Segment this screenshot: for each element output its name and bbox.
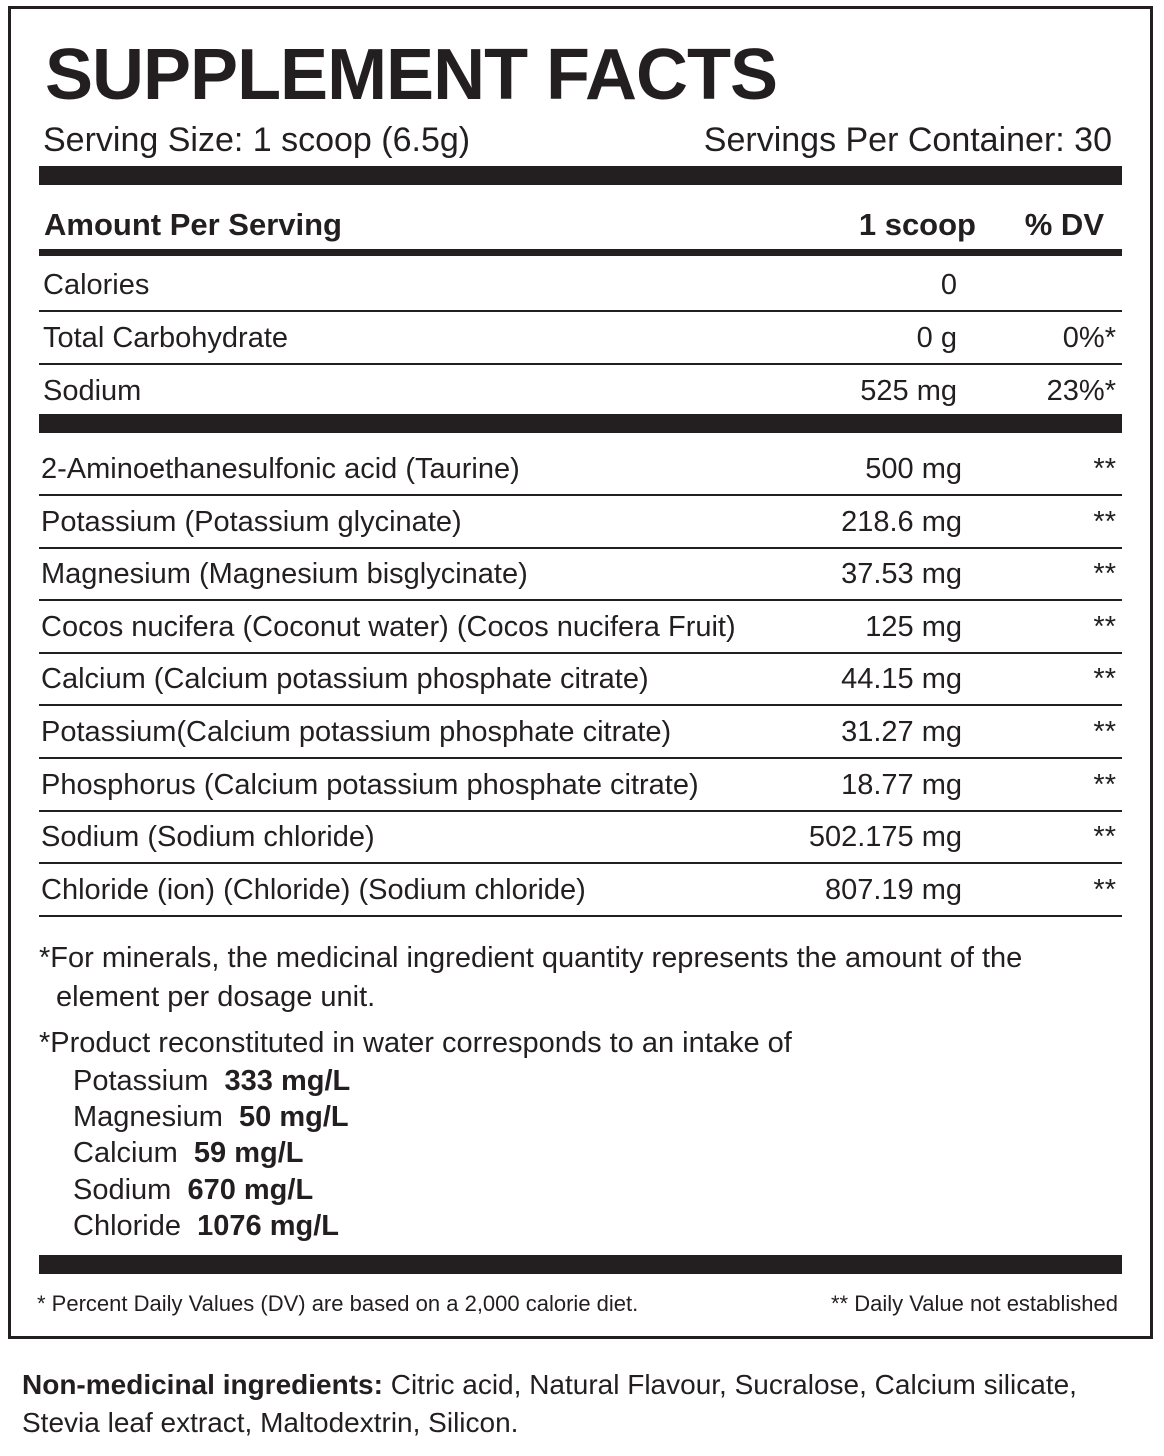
ingredient-name: 2-Aminoethanesulfonic acid (Taurine) — [41, 453, 520, 485]
ingredient-name: Phosphorus (Calcium potassium phosphate citrate) — [41, 769, 699, 801]
ingredient-dv: ** — [1093, 874, 1116, 906]
ingredient-dv: ** — [1093, 821, 1116, 853]
row-divider — [39, 547, 1122, 549]
ingredient-amount: 18.77 mg — [841, 769, 962, 801]
row-divider — [39, 810, 1122, 812]
row-divider — [39, 652, 1122, 654]
intake-item — [73, 1176, 313, 1205]
row-divider — [39, 494, 1122, 496]
amount-per-serving-header: Amount Per Serving — [44, 207, 342, 242]
ingredient-name: Potassium (Potassium glycinate) — [41, 506, 462, 538]
non-medicinal-ingredients — [22, 1366, 1142, 1442]
thick-divider-bottom — [39, 1255, 1122, 1274]
row-divider — [39, 363, 1122, 365]
serving-size: Serving Size: 1 scoop (6.5g) — [43, 121, 471, 159]
ingredient-amount: 807.19 mg — [824, 874, 962, 906]
header-divider — [39, 249, 1122, 256]
ingredient-dv: ** — [1093, 663, 1116, 695]
intake-value: 59 mg/L — [193, 1137, 304, 1169]
nutrient-name: Total Carbohydrate — [43, 322, 289, 354]
supplement-facts-panel — [8, 6, 1153, 1339]
intake-item — [73, 1212, 339, 1241]
ingredient-dv: ** — [1093, 716, 1116, 748]
ingredient-amount: 37.53 mg — [841, 558, 962, 590]
intake-name: Calcium — [73, 1137, 178, 1169]
intake-value: 1076 mg/L — [197, 1210, 339, 1242]
ingredient-amount: 502.175 mg — [808, 821, 962, 853]
non-medicinal-text: Citric acid, Natural Flavour, Sucralose, Calcium silicate, Stevia leaf extract, Maltodextrin, Silicon. — [22, 1369, 1077, 1438]
intake-item — [73, 1103, 349, 1132]
dv-not-established-footnote: ** Daily Value not established — [831, 1291, 1118, 1316]
ingredient-name: Sodium (Sodium chloride) — [41, 821, 375, 853]
intake-item — [73, 1067, 350, 1096]
nutrient-dv: 23%* — [1046, 375, 1116, 407]
reconstituted-note: *Product reconstituted in water corresponds to an intake of — [39, 1027, 792, 1059]
ingredient-amount: 500 mg — [865, 453, 962, 485]
row-divider — [39, 757, 1122, 759]
row-divider — [39, 310, 1122, 312]
minerals-note-line1: *For minerals, the medicinal ingredient quantity represents the amount of the — [39, 942, 1023, 974]
intake-value: 670 mg/L — [187, 1174, 314, 1206]
thick-divider-top — [39, 166, 1122, 185]
panel-title: SUPPLEMENT FACTS — [45, 35, 778, 115]
ingredient-amount: 44.15 mg — [841, 663, 962, 695]
ingredient-name: Calcium (Calcium potassium phosphate citrate) — [41, 663, 649, 695]
ingredient-dv: ** — [1093, 611, 1116, 643]
row-divider — [39, 915, 1122, 917]
ingredient-name: Magnesium (Magnesium bisglycinate) — [41, 558, 528, 590]
intake-name: Chloride — [73, 1210, 181, 1242]
row-divider — [39, 862, 1122, 864]
ingredient-amount: 31.27 mg — [841, 716, 962, 748]
ingredient-dv: ** — [1093, 506, 1116, 538]
row-divider — [39, 704, 1122, 706]
ingredient-dv: ** — [1093, 558, 1116, 590]
intake-value: 333 mg/L — [224, 1065, 351, 1097]
ingredient-name: Chloride (ion) (Chloride) (Sodium chloride) — [41, 874, 586, 906]
servings-per-container: Servings Per Container: 30 — [703, 121, 1112, 159]
nutrient-name: Calories — [43, 269, 150, 301]
scoop-column-header: 1 scoop — [858, 207, 976, 242]
dv-column-header: % DV — [1024, 207, 1104, 242]
intake-item — [73, 1139, 303, 1168]
thick-divider-middle — [39, 414, 1122, 433]
ingredient-amount: 125 mg — [865, 611, 962, 643]
nutrient-amount: 0 — [940, 269, 957, 301]
nutrient-amount: 0 g — [916, 322, 957, 354]
ingredient-name: Cocos nucifera (Coconut water) (Cocos nucifera Fruit) — [41, 611, 736, 643]
intake-name: Magnesium — [73, 1101, 223, 1133]
ingredient-dv: ** — [1093, 453, 1116, 485]
ingredient-name: Potassium(Calcium potassium phosphate citrate) — [41, 716, 672, 748]
non-medicinal-label: Non-medicinal ingredients: — [22, 1369, 383, 1400]
nutrient-dv: 0%* — [1062, 322, 1116, 354]
nutrient-amount: 525 mg — [860, 375, 957, 407]
ingredient-amount: 218.6 mg — [841, 506, 962, 538]
row-divider — [39, 599, 1122, 601]
nutrient-name: Sodium — [43, 375, 142, 407]
minerals-note-line2: element per dosage unit. — [56, 981, 376, 1013]
intake-value: 50 mg/L — [239, 1101, 349, 1133]
intake-name: Sodium — [73, 1174, 172, 1206]
ingredient-dv: ** — [1093, 769, 1116, 801]
percent-dv-footnote: * Percent Daily Values (DV) are based on a 2,000 calorie diet. — [37, 1291, 639, 1316]
intake-name: Potassium — [73, 1065, 209, 1097]
